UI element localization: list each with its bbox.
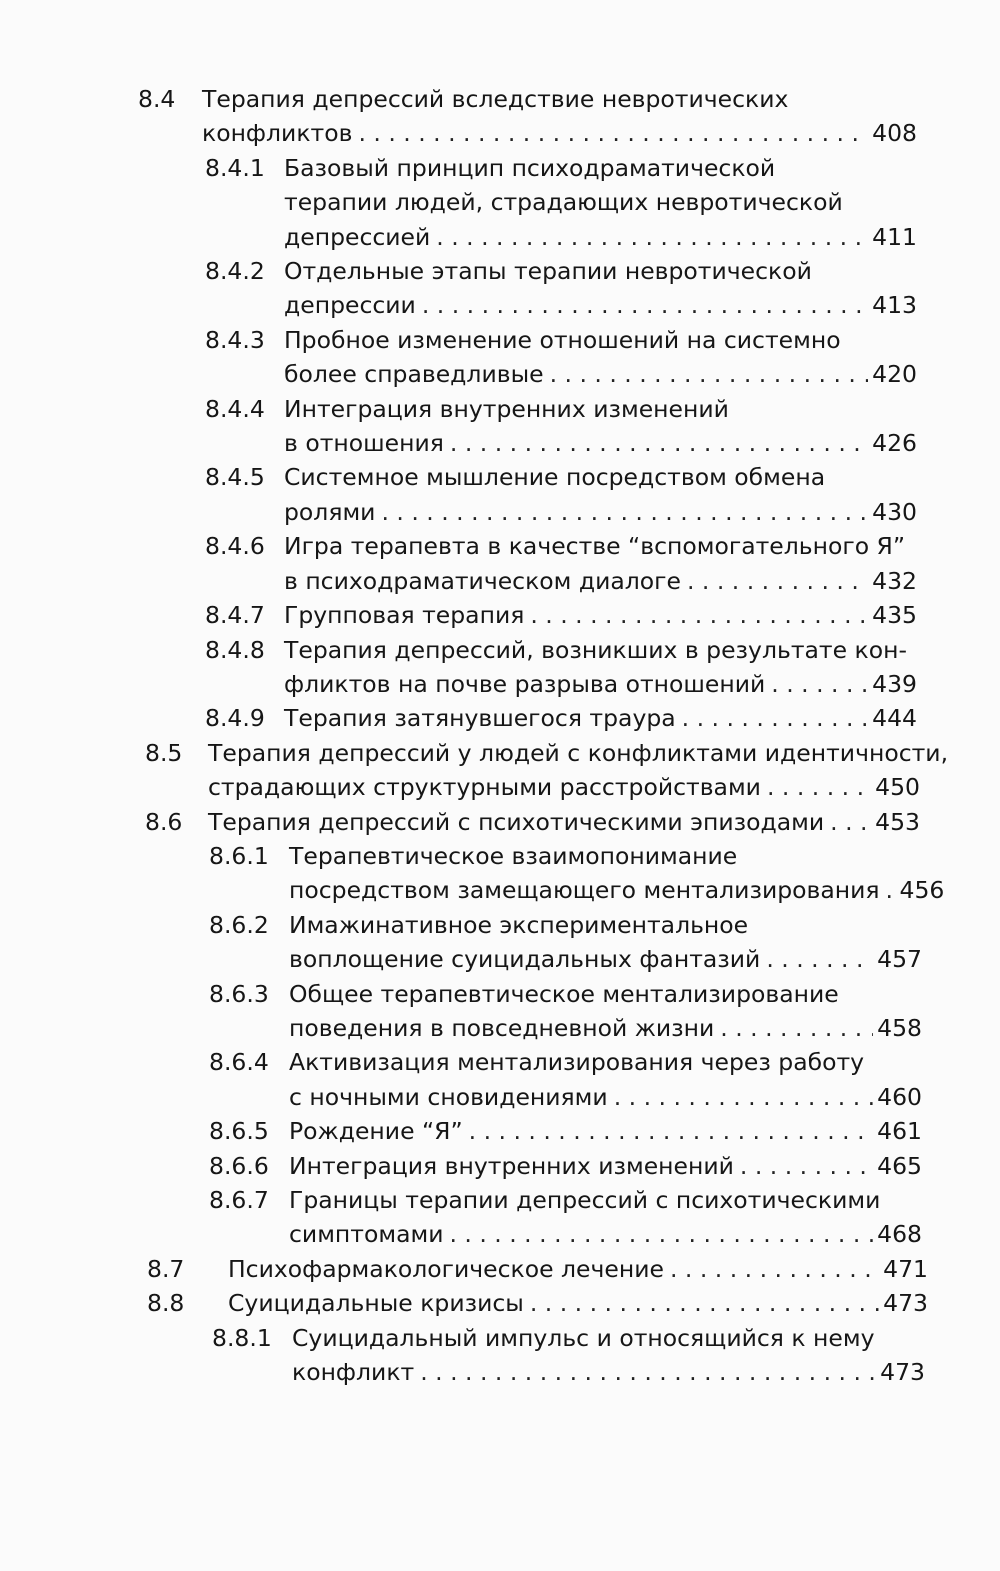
- section-number: 8.6.4: [209, 1048, 269, 1077]
- toc-entry-8-6-5: [0, 1114, 1000, 1148]
- section-number: 8.4.6: [205, 532, 265, 561]
- entry-title-line: Игра терапевта в качестве “вспомогательного Я”: [284, 532, 906, 561]
- entry-title-line: Отдельные этапы терапии невротической: [284, 257, 812, 286]
- dot-leader: [420, 1355, 876, 1389]
- entry-title-line: поведения в повседневной жизни: [289, 1013, 715, 1042]
- dot-leader: [767, 770, 871, 804]
- entry-title-line: Интеграция внутренних изменений: [284, 394, 729, 423]
- dot-leader: [436, 220, 868, 254]
- section-number: 8.7: [147, 1254, 185, 1283]
- page-number: 473: [883, 1289, 928, 1318]
- entry-title-line: с ночными сновидениями: [289, 1082, 608, 1111]
- page-number: 411: [872, 222, 917, 251]
- entry-title-line: воплощение суицидальных фантазий: [289, 945, 761, 974]
- section-number: 8.6: [145, 807, 183, 836]
- section-number: 8.6.7: [209, 1186, 269, 1214]
- entry-title-line: депрессии: [284, 291, 416, 320]
- entry-title-line: Рождение “Я”: [289, 1117, 463, 1146]
- dot-leader: [469, 1114, 873, 1148]
- entry-title-line: конфликтов: [202, 119, 353, 148]
- toc-entry-8-4-3: [0, 323, 1000, 392]
- page-number: 432: [872, 566, 917, 595]
- entry-title-line: Терапия депрессий, возникших в результате кон-: [284, 635, 907, 664]
- dot-leader: [886, 873, 896, 907]
- toc-entry-8-4-6: [0, 529, 1000, 598]
- page-number: 413: [872, 291, 917, 320]
- entry-title-line: Пробное изменение отношений на системно: [284, 325, 841, 354]
- dot-leader: [381, 495, 868, 529]
- section-number: 8.8.1: [212, 1323, 272, 1352]
- dot-leader: [740, 1149, 873, 1183]
- entry-title-line: посредством замещающего ментализирования: [289, 876, 880, 905]
- entry-title-line: Терапия депрессий вследствие невротических: [202, 85, 789, 113]
- dot-leader: [687, 564, 868, 598]
- page-number: 453: [875, 807, 920, 836]
- entry-title-line: более справедливые: [284, 360, 544, 389]
- entry-title-line: в психодраматическом диалоге: [284, 566, 681, 595]
- page-number: 420: [872, 360, 917, 389]
- entry-title-line: Групповая терапия: [284, 601, 525, 630]
- section-number: 8.4: [138, 85, 176, 113]
- page-number: 458: [877, 1013, 922, 1042]
- entry-title-line: Психофармакологическое лечение: [228, 1254, 664, 1283]
- section-number: 8.6.2: [209, 910, 269, 939]
- page-number: 457: [877, 945, 922, 974]
- entry-title-line: Терапия затянувшегося траура: [284, 704, 676, 733]
- section-number: 8.4.1: [205, 153, 265, 182]
- toc-entry-8-6-6: [0, 1149, 1000, 1183]
- section-number: 8.5: [145, 738, 183, 767]
- dot-leader: [450, 426, 868, 460]
- section-number: 8.6.1: [209, 841, 269, 870]
- section-number: 8.6.5: [209, 1117, 269, 1146]
- toc-entry-8-4: [0, 82, 1000, 151]
- toc-entry-8-6-4: [0, 1045, 1000, 1114]
- dot-leader: [550, 357, 869, 391]
- dot-leader: [720, 1011, 873, 1045]
- page-number: 439: [872, 669, 917, 698]
- entry-title-line: терапии людей, страдающих невротической: [284, 188, 843, 217]
- dot-leader: [614, 1080, 873, 1114]
- entry-title-line: Границы терапии депрессий с психотическими: [289, 1186, 881, 1214]
- section-number: 8.4.3: [205, 325, 265, 354]
- section-number: 8.8: [147, 1289, 185, 1318]
- entry-title-line: фликтов на почве разрыва отношений: [284, 669, 766, 698]
- dot-leader: [771, 667, 868, 701]
- dot-leader: [530, 598, 868, 632]
- toc-entry-8-8-1: [0, 1321, 1000, 1390]
- toc-entry-8-6-7: [0, 1183, 1000, 1252]
- dot-leader: [358, 116, 868, 150]
- page-number: 430: [872, 497, 917, 526]
- toc-entry-8-4-4: [0, 392, 1000, 461]
- entry-title-line: депрессией: [284, 222, 431, 251]
- dot-leader: [422, 288, 868, 322]
- page-number: 435: [872, 601, 917, 630]
- toc-entry-8-6-3: [0, 977, 1000, 1046]
- entry-title-line: Терапия депрессий у людей с конфликтами идентичности,: [208, 738, 949, 767]
- page-number: 460: [877, 1082, 922, 1111]
- dot-leader: [682, 701, 868, 735]
- section-number: 8.4.5: [205, 463, 265, 492]
- entry-title-line: ролями: [284, 497, 376, 526]
- section-number: 8.4.9: [205, 704, 265, 733]
- entry-title-line: Базовый принцип психодраматической: [284, 153, 776, 182]
- entry-title-line: конфликт: [292, 1358, 415, 1387]
- entry-title-line: симптомами: [289, 1220, 444, 1249]
- section-number: 8.6.6: [209, 1151, 269, 1180]
- entry-title-line: в отношения: [284, 429, 444, 458]
- page-number: 473: [880, 1358, 925, 1387]
- dot-leader: [449, 1217, 873, 1251]
- toc-entry-8-4-9: [0, 701, 1000, 735]
- page-number: 444: [872, 704, 917, 733]
- section-number: 8.4.2: [205, 257, 265, 286]
- toc-entry-8-6-1: [0, 839, 1000, 908]
- page-number: 468: [877, 1220, 922, 1249]
- entry-title-line: Суицидальные кризисы: [228, 1289, 524, 1318]
- entry-title-line: Общее терапевтическое ментализирование: [289, 979, 839, 1008]
- toc-entry-8-4-8: [0, 633, 1000, 702]
- toc-entry-8-4-5: [0, 460, 1000, 529]
- page-number: 450: [875, 773, 920, 802]
- toc-entry-8-7: [0, 1252, 1000, 1286]
- table-of-contents: [0, 82, 1000, 1389]
- section-number: 8.4.7: [205, 601, 265, 630]
- section-number: 8.6.3: [209, 979, 269, 1008]
- entry-title-line: Терапия депрессий с психотическими эпизодами: [208, 807, 825, 836]
- toc-entry-8-8: [0, 1286, 1000, 1320]
- page-number: 426: [872, 429, 917, 458]
- entry-title-line: Интеграция внутренних изменений: [289, 1151, 734, 1180]
- toc-entry-8-5: [0, 736, 1000, 805]
- page-number: 456: [899, 876, 945, 905]
- page-number: 461: [877, 1117, 922, 1146]
- toc-entry-8-4-2: [0, 254, 1000, 323]
- section-number: 8.4.4: [205, 394, 265, 423]
- toc-entry-8-6-2: [0, 908, 1000, 977]
- entry-title-line: Терапевтическое взаимопонимание: [289, 841, 738, 870]
- toc-entry-8-4-1: [0, 151, 1000, 254]
- entry-title-line: страдающих структурными расстройствами: [208, 773, 761, 802]
- entry-title-line: Имажинативное экспериментальное: [289, 910, 749, 939]
- page-number: 408: [872, 119, 917, 148]
- entry-title-line: Активизация ментализирования через работу: [289, 1048, 865, 1077]
- toc-entry-8-6: [0, 805, 1000, 839]
- dot-leader: [766, 942, 873, 976]
- dot-leader: [670, 1252, 879, 1286]
- dot-leader: [530, 1286, 879, 1320]
- toc-entry-8-4-7: [0, 598, 1000, 632]
- entry-title-line: Суицидальный импульс и относящийся к нему: [292, 1323, 875, 1352]
- dot-leader: [830, 805, 871, 839]
- page-number: 471: [883, 1254, 928, 1283]
- entry-title-line: Системное мышление посредством обмена: [284, 463, 826, 492]
- section-number: 8.4.8: [205, 635, 265, 664]
- page-number: 465: [877, 1151, 922, 1180]
